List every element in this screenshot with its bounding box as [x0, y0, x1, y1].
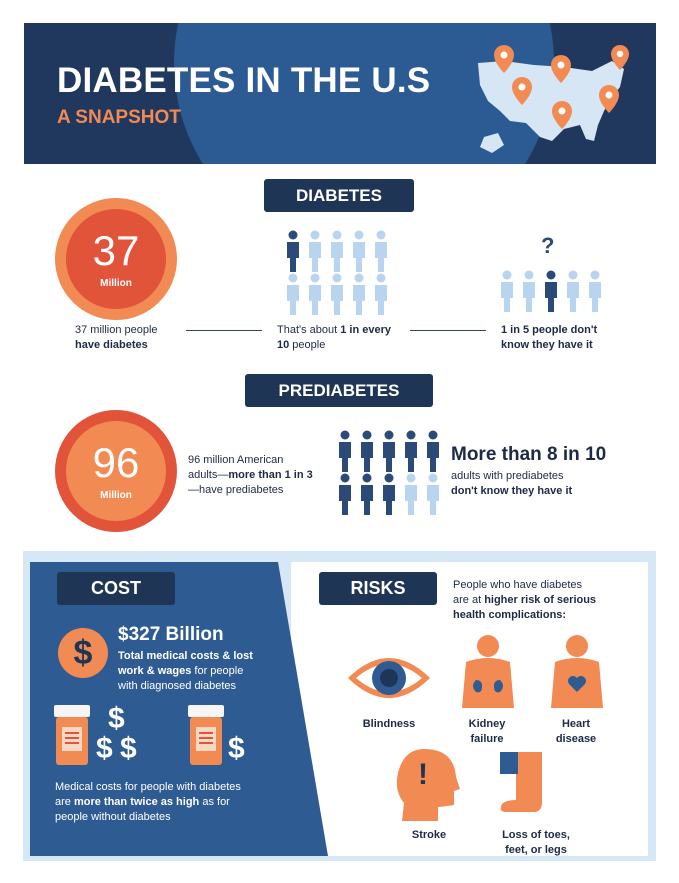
page-title: DIABETES IN THE U.S [57, 61, 431, 100]
risk-label-heart: Heart disease [555, 718, 597, 745]
prediabetes-unit: Million [100, 489, 132, 501]
exclamation-icon: ! [418, 758, 428, 791]
page-subtitle: A SNAPSHOT [57, 107, 181, 128]
prediabetes-circle [66, 421, 166, 521]
diabetes-circle [66, 209, 166, 309]
eye-icon [346, 650, 432, 706]
diabetes-unit: Million [100, 277, 132, 289]
prediabetes-sub: adults with prediabetes don't know they have it [451, 470, 573, 497]
diabetes-stat-3: 1 in 5 people don't know they have it [501, 324, 598, 351]
dollar-sign-icon: $ [96, 732, 113, 765]
cost-bottom-text: Medical costs for people with diabetes are more than twice as high as for people without diabetes [55, 781, 241, 823]
diabetes-stat-1: 37 million people have diabetes [75, 324, 158, 351]
prediabetes-circle-outer [55, 410, 177, 532]
people-1-in-5-icon [496, 270, 608, 314]
people-8-in-10-icon [334, 430, 446, 515]
risk-label-kidney: Kidney failure [468, 718, 506, 745]
kidney-icon [460, 634, 516, 710]
us-map-icon [464, 41, 629, 159]
dollar-sign-icon: $ [120, 732, 137, 765]
pill-bottle-icon [52, 705, 92, 765]
prediabetes-heading: PREDIABETES [245, 374, 433, 407]
heart-icon [549, 634, 605, 710]
diabetes-stat-2: That's about 1 in every 10 people [277, 324, 392, 351]
prediabetes-desc: 96 million American adults—more than 1 in 3 —have prediabetes [188, 454, 313, 496]
pill-bottle-icon [186, 705, 226, 765]
risks-intro: People who have diabetes are at higher risk of serious health complications: [453, 579, 597, 621]
prediabetes-number: 96 [92, 438, 140, 486]
cost-desc: Total medical costs & lost work & wages for people with diagnosed diabetes [118, 650, 253, 692]
dollar-sign-icon: $ [108, 702, 125, 735]
prediabetes-headline: More than 8 in 10 [451, 444, 607, 465]
risk-label-blindness: Blindness [362, 718, 416, 730]
question-mark-icon: ? [541, 233, 555, 258]
connector-line [410, 330, 486, 331]
diabetes-number: 37 [92, 226, 140, 274]
diabetes-heading: DIABETES [264, 179, 414, 212]
people-1-in-10-icon [282, 230, 394, 315]
risk-label-limbs: Loss of toes, feet, or legs [502, 829, 570, 856]
dollar-coin-icon: $ [58, 628, 108, 678]
cost-heading: COST [57, 572, 175, 605]
header-banner [24, 23, 656, 164]
dollar-sign-icon: $ [228, 732, 245, 765]
diabetes-circle-outer [55, 198, 177, 320]
risk-label-stroke: Stroke [411, 829, 447, 841]
cost-amount: $327 Billion [118, 624, 224, 645]
connector-line [186, 330, 262, 331]
risks-heading: RISKS [319, 572, 437, 605]
leg-icon [498, 752, 548, 822]
